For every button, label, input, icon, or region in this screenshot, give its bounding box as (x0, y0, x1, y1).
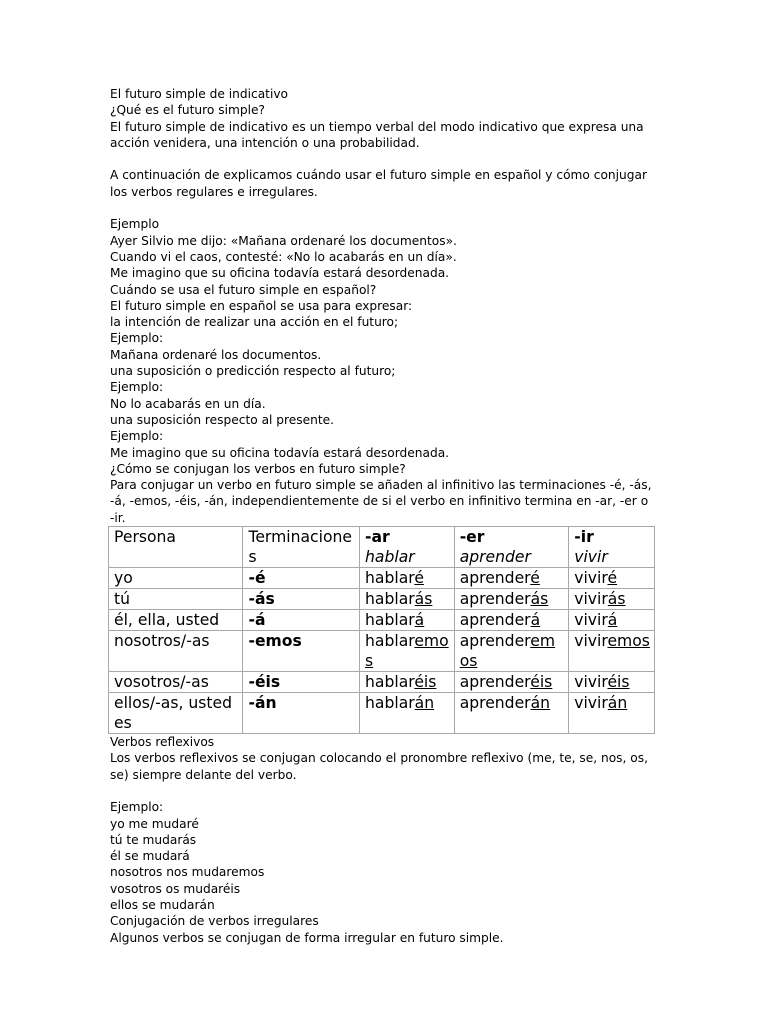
er-form-cell: aprenderás (454, 589, 569, 610)
table-row (109, 589, 655, 610)
example-line: Me imagino que su oficina todavía estará desordenada. (110, 266, 450, 281)
reflexive-example-label: Ejemplo: (110, 800, 164, 815)
verb-label: vivir (574, 548, 608, 567)
verb-label: aprender (459, 548, 531, 567)
header-cell (569, 527, 655, 568)
ir-form-cell: viviré (569, 568, 655, 589)
persona-cell: tú (109, 589, 243, 610)
ending-cell: -án (243, 693, 360, 734)
conjugation-table (108, 526, 655, 734)
conjugation-heading: ¿Cómo se conjugan los verbos en futuro simple? (110, 461, 406, 476)
ar-form-cell: hablará (360, 610, 455, 631)
usage-line: Ejemplo: (110, 429, 164, 444)
document-body (110, 86, 655, 946)
persona-cell: ellos/-as, ustedes (109, 693, 243, 734)
usage-line: No lo acabarás en un día. (110, 396, 266, 411)
header-cell: Persona (109, 527, 243, 568)
header-cell (454, 527, 569, 568)
section-question: ¿Qué es el futuro simple? (110, 103, 265, 118)
reflexive-example: tú te mudarás (110, 832, 197, 847)
ir-form-cell: viviréis (569, 672, 655, 693)
spacer (110, 200, 655, 216)
reflexive-example: vosotros os mudaréis (110, 881, 241, 896)
ending-label: -er (459, 528, 485, 547)
usage-heading: Cuándo se usa el futuro simple en español? (110, 282, 377, 297)
document-title: El futuro simple de indicativo (110, 87, 288, 101)
er-form-cell: aprenderéis (454, 672, 569, 693)
ar-form-cell: hablaremos (360, 631, 455, 672)
ending-cell: -á (243, 610, 360, 631)
irregular-text: Algunos verbos se conjugan de forma irregular en futuro simple. (110, 930, 504, 945)
ir-form-cell: vivirás (569, 589, 655, 610)
reflexive-example: él se mudará (110, 849, 190, 864)
persona-cell: él, ella, usted (109, 610, 243, 631)
ir-form-cell: vivirá (569, 610, 655, 631)
reflexive-example: nosotros nos mudaremos (110, 865, 265, 880)
overview-paragraph: A continuación de explicamos cuándo usar el futuro simple en español y cómo conjugar los verbos regulares e irregulares. (110, 168, 647, 199)
ending-cell: -é (243, 568, 360, 589)
ir-form-cell: viviremos (569, 631, 655, 672)
er-form-cell: aprenderé (454, 568, 569, 589)
table-row (109, 568, 655, 589)
conjugation-explanation: Para conjugar un verbo en futuro simple se añaden al infinitivo las terminaciones -é, -ás, -á, -emos, -éis, -án, independientemente de si el verbo en infinitivo termina en -ar, -er o -ir. (110, 478, 652, 525)
ending-cell: -éis (243, 672, 360, 693)
ir-form-cell: vivirán (569, 693, 655, 734)
irregular-heading: Conjugación de verbos irregulares (110, 914, 319, 929)
usage-line: la intención de realizar una acción en el futuro; (110, 315, 399, 330)
definition-paragraph: El futuro simple de indicativo es un tiempo verbal del modo indicativo que expresa una acción venidera, una intención o una probabilidad. (110, 119, 644, 150)
er-form-cell: aprenderá (454, 610, 569, 631)
header-cell (360, 527, 455, 568)
header-cell: Terminaciones (243, 527, 360, 568)
usage-line: Me imagino que su oficina todavía estará desordenada. (110, 445, 450, 460)
table-row (109, 693, 655, 734)
usage-line: Ejemplo: (110, 331, 164, 346)
ar-form-cell: hablarás (360, 589, 455, 610)
table-row (109, 631, 655, 672)
ending-label: -ir (574, 528, 594, 547)
example-heading: Ejemplo (110, 217, 160, 232)
persona-cell: nosotros/-as (109, 631, 243, 672)
persona-cell: yo (109, 568, 243, 589)
ar-form-cell: hablaréis (360, 672, 455, 693)
spacer (110, 151, 655, 167)
reflexive-example: yo me mudaré (110, 816, 199, 831)
persona-cell: vosotros/-as (109, 672, 243, 693)
er-form-cell: aprenderán (454, 693, 569, 734)
reflexive-explanation: Los verbos reflexivos se conjugan colocando el pronombre reflexivo (me, te, se, nos, os, se) siempre delante del verbo. (110, 751, 648, 782)
table-header-row (109, 527, 655, 568)
ar-form-cell: hablaré (360, 568, 455, 589)
table-row (109, 610, 655, 631)
reflexive-heading: Verbos reflexivos (110, 735, 215, 750)
example-line: Ayer Silvio me dijo: «Mañana ordenaré los documentos». (110, 233, 457, 248)
ar-form-cell: hablarán (360, 693, 455, 734)
usage-line: una suposición o predicción respecto al futuro; (110, 364, 396, 379)
verb-label: hablar (365, 548, 415, 567)
usage-line: Ejemplo: (110, 380, 164, 395)
example-line: Cuando vi el caos, contesté: «No lo acabarás en un día». (110, 249, 457, 264)
ending-cell: -ás (243, 589, 360, 610)
table-row (109, 672, 655, 693)
reflexive-example: ellos se mudarán (110, 897, 215, 912)
usage-intro: El futuro simple en español se usa para expresar: (110, 298, 413, 313)
er-form-cell: aprenderemos (454, 631, 569, 672)
spacer (110, 783, 655, 799)
ending-cell: -emos (243, 631, 360, 672)
ending-label: -ar (365, 528, 390, 547)
usage-line: Mañana ordenaré los documentos. (110, 347, 322, 362)
usage-line: una suposición respecto al presente. (110, 412, 334, 427)
